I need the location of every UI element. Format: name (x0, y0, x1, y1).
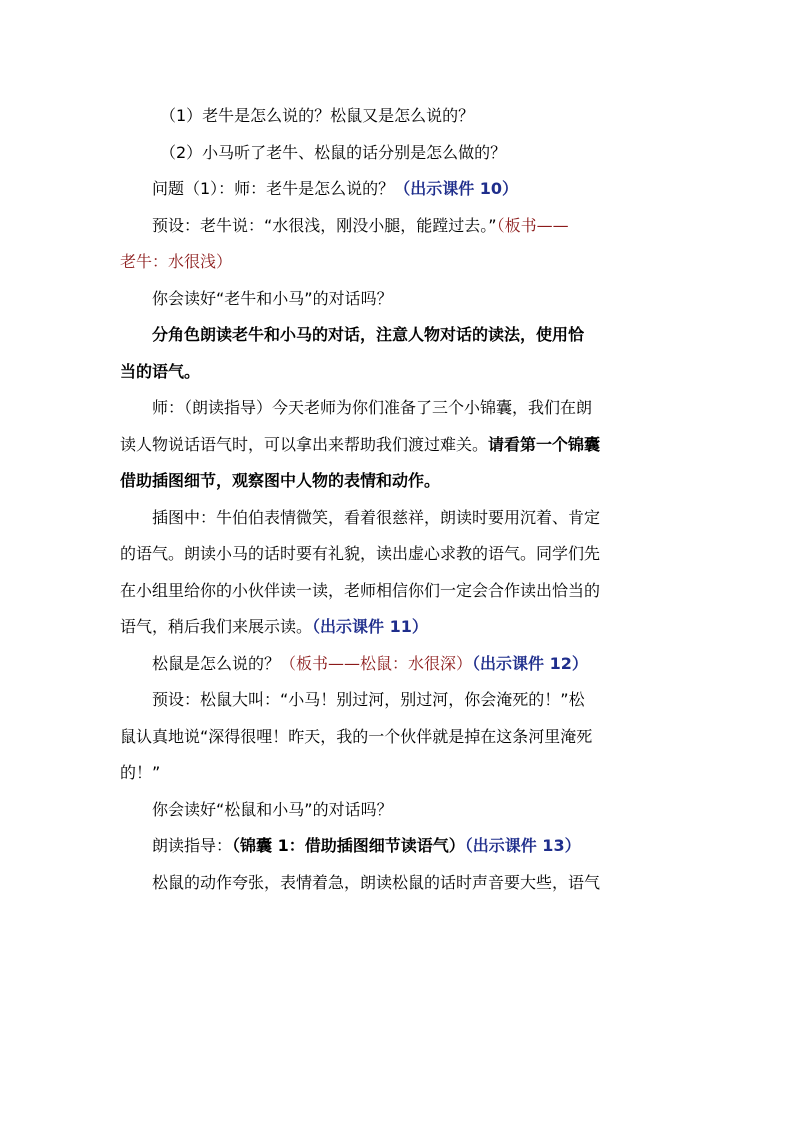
paragraph-illustration-line4 (120, 609, 680, 646)
question-2: （2）小马听了老牛、松鼠的话分别是怎么做的？ (160, 142, 507, 162)
paragraph-illustration-line3: 在小组里给你的小伙伴读一读，老师相信你们一定会合作读出恰当的 (120, 580, 601, 600)
paragraph-role-reading-line2: 当的语气。 (120, 361, 201, 381)
text-guide: 读人物说话语气时，可以拿出来帮助我们渡过难关。 (120, 434, 489, 454)
question-1: （1）老牛是怎么说的？松鼠又是怎么说的？ (160, 106, 475, 125)
paragraph-squirrel-question (120, 646, 680, 683)
board-note-start: （板书—— (496, 215, 569, 235)
paragraph-teacher-guide-line2 (120, 427, 680, 464)
text-question: 问题（1）：师：老牛是怎么说的？ (152, 179, 395, 198)
text-reading-guide: 朗读指导： (152, 836, 233, 855)
text-tip-1: （锦囊 1：借助插图细节读语气） (232, 836, 465, 855)
paragraph-read-dialog-ox: 你会读好“老牛和小马”的对话吗？ (152, 288, 393, 308)
courseware-ref-12: （出示课件 12） (472, 653, 588, 673)
paragraph-role-reading-line1: 分角色朗读老牛和小马的对话，注意人物对话的读法，使用恰 (152, 325, 585, 344)
text-first-tip: 请看第一个锦囊 (488, 434, 601, 454)
text-show-reading: 语气，稍后我们来展示读。 (120, 617, 313, 636)
paragraph-teacher-guide-line3: 借助插图细节，观察图中人物的表情和动作。 (120, 471, 441, 490)
paragraph-squirrel-action: 松鼠的动作夸张，表情着急，朗读松鼠的话时声音要大些，语气 (152, 872, 601, 892)
board-note-squirrel: （板书——松鼠：水很深） (280, 653, 473, 673)
text-squirrel-question: 松鼠是怎么说的？ (152, 653, 281, 673)
paragraph-teacher-guide-line1: 师：（朗读指导）今天老师为你们准备了三个小锦囊，我们在朗 (152, 398, 593, 417)
paragraph-preset-squirrel-line2: 鼠认真地说“深得很哩！昨天，我的一个伙伴就是掉在这条河里淹死 (120, 726, 593, 746)
courseware-ref-11: （出示课件 11） (312, 617, 428, 636)
paragraph-preset-old-ox-line2 (120, 244, 680, 281)
paragraph-read-dialog-squirrel: 你会读好“松鼠和小马”的对话吗？ (152, 799, 393, 819)
paragraph-question-old-ox (120, 171, 680, 208)
document-page (120, 98, 680, 901)
text-preset: 预设：老牛说：“水很浅，刚没小腿，能蹚过去。” (152, 215, 497, 235)
courseware-ref-10: （出示课件 10） (394, 179, 519, 198)
paragraph-preset-old-ox-line1 (120, 208, 680, 245)
paragraph-illustration-line2: 的语气。朗读小马的话时要有礼貌，读出虚心求教的语气。同学们先 (120, 544, 601, 563)
paragraph-reading-guide (120, 828, 680, 865)
board-note-old-ox: 老牛：水很浅） (120, 252, 233, 271)
paragraph-illustration-line1: 插图中：牛伯伯表情微笑，看着很慈祥，朗读时要用沉着、肯定 (152, 507, 601, 527)
courseware-ref-13: （出示课件 13） (464, 836, 581, 855)
paragraph-preset-squirrel-line1: 预设：松鼠大叫：“小马！别过河，别过河，你会淹死的！”松 (152, 690, 585, 709)
paragraph-preset-squirrel-line3: 的！” (120, 763, 161, 782)
